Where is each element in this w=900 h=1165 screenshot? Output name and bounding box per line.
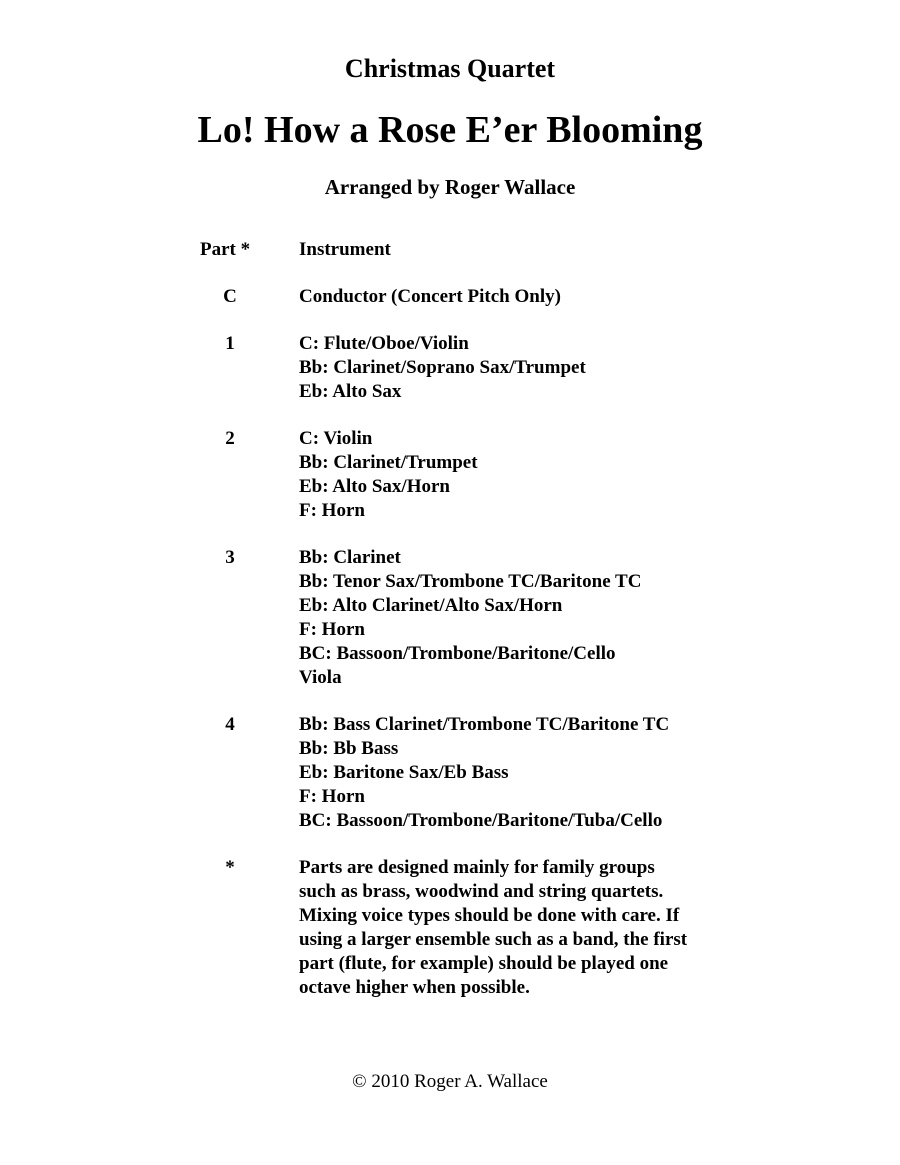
instrument-line: C: Violin — [299, 428, 373, 449]
instrument-line: Bb: Bass Clarinet/Trombone TC/Baritone TC — [299, 714, 670, 735]
copyright-notice: © 2010 Roger A. Wallace — [352, 1071, 548, 1092]
instrument-list — [299, 427, 739, 523]
footnote-marker: * — [225, 857, 235, 878]
instrument-line: F: Horn — [299, 500, 365, 521]
table-row — [0, 546, 900, 690]
instrument-list — [299, 285, 739, 309]
table-header-row — [0, 238, 900, 262]
footnote-text — [299, 856, 739, 1000]
instrument-line: F: Horn — [299, 619, 365, 640]
instrument-line: Bb: Clarinet — [299, 547, 401, 568]
footnote-line: Parts are designed mainly for family groups — [299, 857, 655, 878]
instrument-list — [299, 713, 739, 833]
page-subtitle: Christmas Quartet — [344, 54, 556, 83]
table-row — [0, 332, 900, 404]
instrument-line: Eb: Baritone Sax/Eb Bass — [299, 762, 509, 783]
instrument-line: Bb: Tenor Sax/Trombone TC/Baritone TC — [299, 571, 642, 592]
table-row — [0, 713, 900, 833]
part-number: 4 — [225, 714, 235, 735]
instrument-line: C: Flute/Oboe/Violin — [299, 333, 469, 354]
instrument-line: Bb: Clarinet/Soprano Sax/Trumpet — [299, 357, 586, 378]
instrument-line: Bb: Clarinet/Trumpet — [299, 452, 478, 473]
footnote-line: using a larger ensemble such as a band, the first — [299, 929, 688, 950]
instrument-line: BC: Bassoon/Trombone/Baritone/Cello — [299, 643, 616, 664]
part-number: C — [223, 286, 237, 307]
instrument-list — [299, 546, 739, 690]
part-number: 3 — [225, 547, 235, 568]
footnote-line: part (flute, for example) should be played one — [299, 953, 669, 974]
part-number: 2 — [225, 428, 235, 449]
table-row — [0, 285, 900, 309]
table-row — [0, 427, 900, 523]
instrument-line: Eb: Alto Sax/Horn — [299, 476, 450, 497]
instrument-column-header: Instrument — [299, 239, 391, 260]
instrument-list — [299, 332, 739, 404]
footnote-line: octave higher when possible. — [299, 977, 530, 998]
footnote — [0, 856, 900, 1000]
instrument-line: F: Horn — [299, 786, 365, 807]
instrument-line: Eb: Alto Sax — [299, 381, 402, 402]
instrument-line: BC: Bassoon/Trombone/Baritone/Tuba/Cello — [299, 810, 663, 831]
part-number: 1 — [225, 333, 235, 354]
instrument-line: Eb: Alto Clarinet/Alto Sax/Horn — [299, 595, 563, 616]
instrumentation-table — [0, 238, 900, 1023]
part-column-header: Part * — [200, 239, 251, 260]
footnote-line: such as brass, woodwind and string quartets. — [299, 881, 664, 902]
footnote-line: Mixing voice types should be done with care. If — [299, 905, 680, 926]
instrument-line: Bb: Bb Bass — [299, 738, 399, 759]
page-title: Lo! How a Rose E’er Blooming — [197, 109, 703, 151]
instrument-line: Conductor (Concert Pitch Only) — [299, 286, 561, 307]
instrument-line: Viola — [299, 667, 342, 688]
arranger-credit: Arranged by Roger Wallace — [324, 175, 576, 199]
